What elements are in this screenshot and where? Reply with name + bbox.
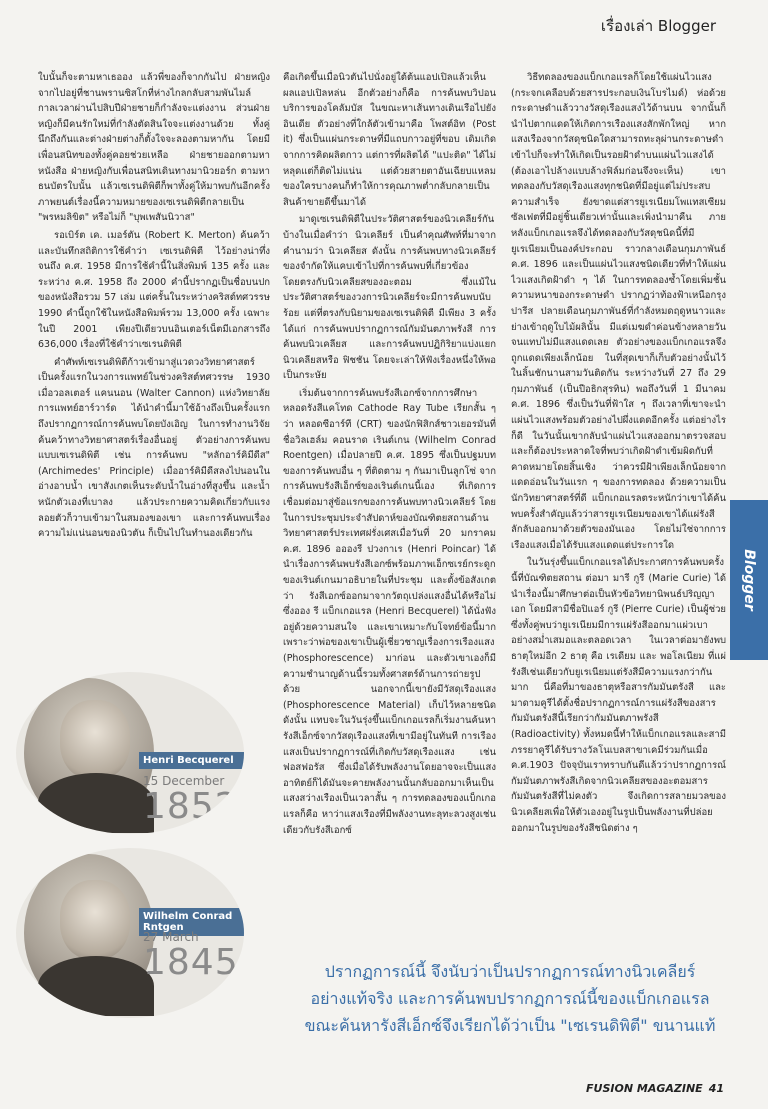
portrait-year: 1845 xyxy=(143,942,239,983)
paragraph: วิธีทดลองของแบ็กเกอแรลก็โดยใช้แผ่นไวแสง (กระจกเคลือบด้วยสารประกอบเงินโบรไมด์) ห่อด้วยกระดาษดำแล้ววางวัสดุเรืองแสงไว้ด้านบน จากนั้นก็นำไปตากแดดให้เกิดการเรืองแสงสักพักใหญ่ หากแสงเรืองจากวัสดุชนิดใดสามารถทะลุผ่านกระดาษดำเข้าไปก็จะทำให้เกิดเป็นรอยฝ้าดำบนแผ่นไวแสงได้ (ต้องเอาไปล้างแบบล้างฟิล์มก่อนจึงจะเห็น) เขาทดลองกับวัสดุเรืองแสงทุกชนิดที่มีอยู่แต่ไม่ประสบความสำเร็จ ยังขาดแต่สารยูเรเนียมโพแทสเซียมซัลเฟตที่มีอยู่ชิ้นเดียวเท่านั้นและเพิ่งนำมาคืน ภายหลังแบ็กเกอแรลจึงได้ทดลองกับวัสดุชนิดนี้ที่มียูเรเนียมเป็นองค์ประกอบ ราวกลางเดือนกุมภาพันธ์ ค.ศ. 1896 และเป็นแผ่นไวแสงชนิดเดียวที่ทำให้แผ่นไวแสงเกิดฝ้าดำ ๆ ได้ ในการทดลองซ้ำโดยเพิ่มชั้นความหนาของกระดาษดำ ปรากฏว่าท้องฟ้าเหนือกรุงปารีส ปลายเดือนกุมภาพันธ์ที่กำลังหมดฤดูหนาวและย่างเข้าฤดูใบไม้ผลินั้น มีแต่เมฆดำค่อนข้างหลายวันจนแทบไม่มีแสงแดดเลย ตัวอย่างของแบ็กเกอแรลจึงถูกแดดเพียงเล็กน้อย ในที่สุดเขาก็เก็บตัวอย่างนั้นไว้ในลิ้นชักนานสามวันติดกัน ระหว่างวันที่ 27 ถึง 29 กุมภาพันธ์ (เป็นปีอธิกสุรทิน) พอถึงวันที่ 1 มีนาคม ค.ศ. 1896 ซึ่งเป็นวันที่ฟ้าใส ๆ ถึงเวลาที่เขาจะนำแผ่นไวแสงพร้อมตัวอย่างไปผึ่งแดดอีกครั้ง แต่อย่างไรก็ดี ในวันนั้นเขากลับนำแผ่นไวแสงออกมาตรวจสอบ และก็ต้องประหลาดใจที่พบว่าเกิดฝ้าดำเข้มผิดกับที่คาดหมายโดยสิ้นเชิง ว่าควรมีฝ้าเพียงเล็กน้อยจากแดดอ่อนในวันแรก ๆ ของการทดลอง ด้วยความเป็นนักวิทยาศาสตร์ที่ดี แบ็กเกอแรลตระหนักว่าเขาได้ค้นพบครั้งสำคัญแล้วว่าสารยูเรเนียมของเขาได้แผ่รังสีลักลับออกมาด้วยตัวของมันเอง โดยไม่ใช่จากการเรืองแสงเมื่อได้รับแสงแดดแต่ประการใด xyxy=(511,72,726,551)
paragraph: รอเบิร์ต เค. เมอร์ตัน (Robert K. Merton) ค้นคว้าและบันทึกสถิติการใช้คำว่า เซเรนดิพิตี ไว้อย่างน่าทึ่ง จนถึง ค.ศ. 1958 มีการใช้คำนี้ในสิ่งพิมพ์ 135 ครั้ง และระหว่าง ค.ศ. 1958 ถึง 2000 คำนี้ปรากฏเป็นชื่อบนปกของหนังสือรวม 57 เล่ม แต่ครั้นในระหว่างคริสต์ทศวรรษ 1990 คำนี้ถูกใช้ในหนังสือพิมพ์รวม 13,000 ครั้ง เฉพาะในปี 2001 เพียงปีเดียวบนอินเตอร์เน็ตมีเอกสารถึง 636,000 เรื่องที่ใช้คำว่าเซเรนดิพิตี xyxy=(38,229,270,351)
portrait-name: Henri Becquerel xyxy=(139,752,244,769)
article-column-2 xyxy=(283,70,496,955)
face-shape xyxy=(60,880,130,960)
pull-quote-line: อย่างแท้จริง และการค้นพบปรากฏการณ์นี้ของแบ็กเกอแรล xyxy=(310,989,710,1008)
paragraph: มาดูเซเรนดิพิตีในประวัติศาสตร์ของนิวเคลียร์กันบ้างในเมื่อคำว่า นิวเคลียร์ เป็นคำคุณศัพท์ที่มาจากคำนามว่า นิวเคลียส ดังนั้น การค้นพบทางนิวเคลียร์ของจำกัดให้แคบเข้าไปที่การค้นพบที่เกี่ยวข้องโดยตรงกับนิวเคลียสของอะตอม ซึ่งแม้ในประวัติศาสตร์ของวงการนิวเคลียร์จะมีการค้นพบนับร้อย แต่ที่ตรงกับนิยามของเซเรนดิพิตี มีเพียง 3 ครั้งได้แก่ การค้นพบปรากฏการณ์กัมมันตภาพรังสี การค้นพบนิวเคลียส และการค้นพบปฏิกิริยาแบ่งแยกนิวเคลียสหรือ ฟิชชัน โดยจะเล่าให้ฟังเรื่องหนึ่งให้พอเป็นกระษัย xyxy=(283,214,496,382)
paragraph: ในวันรุ่งขึ้นแบ็กเกอแรลได้ประกาศการค้นพบครั้งนี้ที่บัณฑิตยสถาน ต่อมา มารี กูรี (Marie Curie) ได้นำเรื่องนี้มาศึกษาต่อเป็นหัวข้อวิทยานิพนธ์ปริญญาเอก โดยมีสามีชื่อปิแอร์ กูรี (Pierre Curie) เป็นผู้ช่วย ซึ่งทั้งคู่พบว่ายูเรเนียมมีการแผ่รังสีออกมาแผ่วเบาอย่างสม่ำเสมอและตลอดเวลา ในเวลาต่อมายังพบธาตุใหม่อีก 2 ธาตุ คือ เรเดียม และ พอโลเนียม ที่แผ่รังสีเช่นเดียวกับยูเรเนียมแต่รังสีมีความแรงกว่ากันมาก นี่คือที่มาของธาตุหรือสารกัมมันตรังสี และมาดามคูรีได้ตั้งชื่อปรากฏการณ์การแผ่รังสีของสารกัมมันตรังสีนี้เรียกว่ากัมมันตภาพรังสี (Radioactivity) ทั้งหมดนี้ทำให้แบ็กเกอแรลและสามีภรรยาคูรีได้รับรางวัลโนเบลสาขาเคมีร่วมกันเมื่อ ค.ศ.1903 ปัจจุบันเราทราบกันดีแล้วว่าปรากฏการณ์กัมมันตภาพรังสีเกิดจากนิวเคลียสของอะตอมสารกัมมันตรังสีที่ไม่คงตัว จึงเกิดการสลายมวลของนิวเคลียสเพื่อให้ตัวเองอยู่ในรูปเป็นพลังงานที่ปล่อยออกมาในรูปของรังสีชนิดต่าง ๆ xyxy=(511,557,726,834)
paragraph: ใบนั้นก็จะตามหาเธออง แล้วพี่ของก็จากกันไป ฝ่ายหญิงจากไปอยู่ที่ชานพรานซิสโกที่ห่างไกลกลับสามพันไมล์ กาลเวลาผ่านไปสิบปีฝ่ายชายก็กำลังจะแต่งงาน ส่วนฝ่ายหญิงก็มีคนรักใหม่ที่กำลังตัดสินใจจะแต่งงานด้วย ทั้งคู่นึกถึงกันและต่างฝ่ายต่างก็ตั้งใจจะลองตามหากัน โดยมีเพื่อนสนิทของทั้งคู่คอยช่วยเหลือ ฝ่ายชายออกตามหาหนังสือ ฝ่ายหญิงกับเพื่อนสนิทเดินทางมานิวยอร์ก ตามหาธนบัตรใบนั้น แล้วเซเรนดิพิตีก็พาทั้งคู่ให้มาพบกันอีกครั้ง ภาพยนต์เรื่องนี้ความหมายของเซเรนดิพิตีกลายเป็น "พรหมลิขิต" หรือไม่ก็ "บุพเพสันนิวาส" xyxy=(38,72,270,224)
portrait-photo xyxy=(24,678,154,828)
paragraph: คำศัพท์เซเรนดิพิตีก้าวเข้ามาสู่แวดวงวิทยาศาสตร์เป็นครั้งแรกในวงการแพทย์ในช่วงคริสต์ทศวรรษ 1930 เมื่อวอลเตอร์ แคนนอน (Walter Cannon) แห่งวิทยาลัยการแพทย์ฮาร์วาร์ด ได้นำคำนี้มาใช้อ้างถึงเป็นครั้งแรก ถึงปรากฏการณ์การค้นพบโดยบังเอิญ ในการทำงานวิจัยค้นคว้าทางวิทยาศาสตร์เรื่องอื่นอยู่ ตัวอย่างการค้นพบแบบเซเรนดิพิตี เช่น การค้นพบ "หลักอาร์คิมีดีส" (Archimedes' Principle) เมื่ออาร์คิมีดีสลงไปนอนในอ่างอาบน้ำ เขาสังเกตเห็นระดับน้ำในอ่างที่สูงขึ้น และน้ำหนักตัวเองที่เบาลง แล้วประกายความคิดเกี่ยวกับแรงลอยตัวก็วาบเข้ามาในสมองของเขา และการค้นพบเรื่องความไม่แน่นอนของนิวตัน ก็เป็นไปในทำนองเดียวกัน xyxy=(38,356,270,540)
article-column-1 xyxy=(38,70,270,675)
portrait-rontgen xyxy=(16,848,244,1018)
section-side-tab xyxy=(730,500,768,660)
portrait-year: 1852 xyxy=(143,786,239,827)
pull-quote-line: ปรากฏการณ์นี้ จึงนับว่าเป็นปรากฏการณ์ทางนิวเคลียร์ xyxy=(324,962,696,981)
portrait-date: 27 March xyxy=(143,930,199,944)
magazine-name: FUSION MAGAZINE xyxy=(586,1082,703,1095)
pull-quote-line: ขณะค้นหารังสีเอ็กซ์จึงเรียกได้ว่าเป็น "เซเรนดิพิตี" ขนานแท้ xyxy=(304,1016,716,1035)
side-tab-label: Blogger xyxy=(741,549,757,611)
body-shape xyxy=(38,956,154,1016)
face-shape xyxy=(60,700,130,780)
body-shape xyxy=(38,773,154,833)
paragraph: เริ่มต้นจากการค้นพบรังสีเอกซ์จากการศึกษาหลอดรังสีแคโทด Cathode Ray Tube เรียกสั้น ๆ ว่า หลอดซีอาร์ที (CRT) ของนักฟิสิกส์ชาวเยอรมันที่ชื่อวิลเฮล์ม คอนราด เรินต์เกน (Wilhelm Conrad Roentgen) เมื่อปลายปี ค.ศ. 1895 ซึ่งเป็นปฐมบทของการค้นพบอื่น ๆ ที่ติดตาม ๆ กันมาเป็นลูกโซ่ จากการค้นพบรังสีเอ็กซ์ของเรินต์เกนนี้เอง ที่เกิดการเชื่อมต่อมาสู่ข้อแรกของการค้นพบทางนิวเคลียร์ โดยในการประชุมประจำสัปดาห์ของบัณฑิตยสถานด้านวิทยาศาสตร์ประเทศฝรั่งเศสเมื่อวันที่ 20 มกราคม ค.ศ. 1896 ออองรี ปวงกาเร (Henri Poincar) ได้นำเรื่องการค้นพบรังสีเอกซ์พร้อมภาพเอ็กซเรย์กระดูกของเรินต์เกนมาอธิบายในที่ประชุม และตั้งข้อสังเกตว่า รังสีเอกซ์ออกมาจากวัตถุเปล่งแสงอื่นได้หรือไม่ ซึ่งออง รี แบ็กเกอแรล (Henri Becquerel) ได้นั่งฟังอยู่ด้วยความสนใจ และเขาเหมาะกับโจทย์ข้อนี้มาก เพราะว่าพ่อของเขาเป็นผู้เชี่ยวชาญเรื่องการเรืองแสง (Phosphorescence) มาก่อน และตัวเขาเองก็มีความชำนาญด้านนี้รวมทั้งศาสตร์ด้านการถ่ายรูปด้วย นอกจากนี้เขายังมีวัสดุเรืองแสง (Phosphorescence Material) เก็บไว้หลายชนิด ดังนั้น แทบจะในวันรุ่งขึ้นแบ็กเกอแรลก็เริ่มงานค้นหารังสีเอ็กซ์จากวัสดุเรืองแสงที่เขามีอยู่ในทันที การเรืองแสงเป็นปรากฏการณ์ที่เกิดกับวัสดุเรืองแสง เช่น ฟอสฟอรัส ซึ่งเมื่อได้รับพลังงานโดยอาจจะเป็นแสงอาทิตย์ก็ได้มันจะคายพลังงานนั้นกลับออกมาเห็นเป็นแสงสว่างเรืองเป็นเวลาสั้น ๆ การทดลองของแบ็กเกอแรลก็คือ หาว่าแสงเรืองที่มีพลังงานทะลุทะลวงสูงเช่นเดียวกับรังสีเอกซ์ xyxy=(283,387,496,836)
pull-quote xyxy=(290,958,730,1039)
portrait-name: Wilhelm Conrad Rntgen xyxy=(139,908,244,936)
article-column-3 xyxy=(511,70,726,955)
page-footer xyxy=(586,1082,724,1095)
paragraph: คือเกิดขึ้นเมื่อนิวตันไปนั่งอยู่ใต้ต้นแอปเปิลแล้วเห็นผลแอปเปิลหล่น อีกตัวอย่างก็คือ การค้นพบวิปอนบริการของโคลัมบัส ในขณะหาเส้นทางเดินเรือไปยังอินเดีย ตัวอย่างที่ใกล้ตัวเข้ามาคือ โพสต์อิท (Post it) ซึ่งเป็นแผ่นกระดาษที่มีแถบกาวอยู่ที่ขอบ เดิมเกิดจากการคิดผลิตกาว แต่การที่ผลิตได้ "แปะติด" ได้ไม่หลุดแต่ก็ติดไม่แน่น แต่ด้วยสายตาอันเฉียบแหลมของใครบางคนก็ทำให้การคุณภาพต่ำกลับกลายเป็นสินค้าขายดีขึ้นมาได้ xyxy=(283,72,496,208)
portrait-becquerel xyxy=(16,672,244,834)
portrait-date: 15 December xyxy=(143,774,225,788)
portrait-photo xyxy=(24,854,154,1012)
section-header: เรื่องเล่า Blogger xyxy=(600,17,716,35)
page-number: 41 xyxy=(708,1082,724,1095)
